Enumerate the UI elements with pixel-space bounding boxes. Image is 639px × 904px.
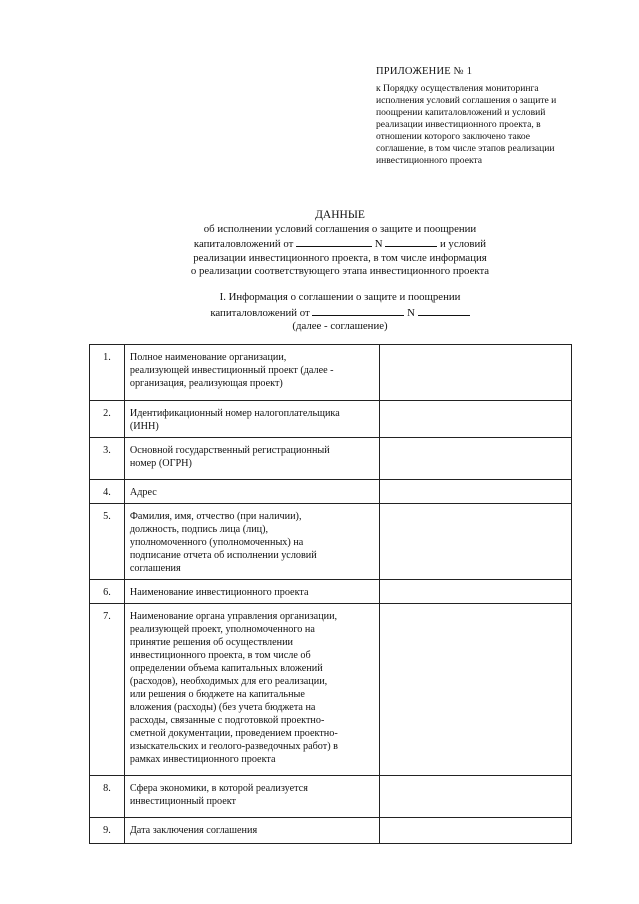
table-row bbox=[90, 438, 572, 480]
description-line: инвестиционный проект bbox=[129, 796, 237, 807]
appendix-line: соглашение, в том числе этапов реализации bbox=[376, 143, 555, 154]
appendix-text bbox=[376, 83, 591, 167]
row-description bbox=[124, 504, 379, 580]
description-line: Наименование инвестиционного проекта bbox=[129, 587, 309, 598]
appendix-line: реализации инвестиционного проекта, в bbox=[376, 119, 541, 130]
description-line: уполномоченного (уполномоченных) на bbox=[129, 537, 304, 548]
description-line: соглашения bbox=[129, 563, 181, 574]
row-number: 8. bbox=[90, 776, 125, 818]
description-line: реализующей инвестиционный проект (далее - bbox=[129, 365, 334, 376]
section-note: (далее - соглашение) bbox=[292, 320, 388, 332]
section-title: I. Информация о соглашении о защите и поощрении bbox=[219, 291, 461, 303]
description-line: Дата заключения соглашения bbox=[129, 825, 258, 836]
row-number: 4. bbox=[90, 480, 125, 504]
description-line: Основной государственный регистрационный bbox=[129, 445, 330, 456]
number-blank-field bbox=[418, 305, 470, 316]
appendix-header bbox=[376, 66, 591, 167]
row-description bbox=[124, 345, 379, 401]
number-sign: N bbox=[374, 238, 383, 250]
heading-line: о реализации соответствующего этапа инвестиционного проекта bbox=[190, 265, 490, 277]
description-line: или решения о бюджете на капитальные bbox=[129, 689, 305, 700]
appendix-line: поощрении капиталовложений и условий bbox=[376, 107, 546, 118]
heading-text: и условий bbox=[439, 238, 487, 250]
table-row bbox=[90, 401, 572, 438]
description-line: Полное наименование организации, bbox=[129, 352, 287, 363]
date-blank-field bbox=[296, 236, 372, 247]
section-text: капиталовложений от bbox=[210, 306, 310, 319]
row-description bbox=[124, 480, 379, 504]
table-row bbox=[90, 480, 572, 504]
row-description bbox=[124, 401, 379, 438]
table-row bbox=[90, 345, 572, 401]
appendix-title: ПРИЛОЖЕНИЕ № 1 bbox=[376, 66, 473, 77]
row-value-field[interactable] bbox=[380, 401, 572, 438]
description-line: рамках инвестиционного проекта bbox=[129, 754, 276, 765]
row-number: 5. bbox=[90, 504, 125, 580]
section-heading bbox=[180, 291, 500, 334]
description-line: Сфера экономики, в которой реализуется bbox=[129, 783, 308, 794]
description-line: (расходов), необходимых для его реализации, bbox=[129, 676, 328, 687]
row-description bbox=[124, 604, 379, 776]
description-line: номер (ОГРН) bbox=[129, 458, 192, 469]
number-blank-field bbox=[385, 236, 437, 247]
description-line: Наименование органа управления организации, bbox=[129, 611, 338, 622]
number-sign: N bbox=[407, 306, 415, 319]
description-line: подписание отчета об исполнении условий bbox=[129, 550, 317, 561]
heading-line: реализации инвестиционного проекта, в том числе информация bbox=[193, 251, 487, 264]
description-line: (ИНН) bbox=[129, 421, 159, 432]
date-blank-field bbox=[312, 305, 404, 316]
agreement-info-table bbox=[89, 344, 572, 844]
table-row bbox=[90, 818, 572, 844]
table-body bbox=[90, 345, 572, 844]
description-line: определении объема капитальных вложений bbox=[129, 663, 323, 674]
description-line: инвестиционного проекта, в том числе об bbox=[129, 650, 311, 661]
table-row bbox=[90, 604, 572, 776]
description-line: расходы, связанные с подготовкой проектно- bbox=[129, 715, 325, 726]
row-number: 2. bbox=[90, 401, 125, 438]
row-number: 3. bbox=[90, 438, 125, 480]
table-row bbox=[90, 580, 572, 604]
description-line: реализующей проект, уполномоченного на bbox=[129, 624, 315, 635]
description-line: изыскательских и геолого-разведочных работ) в bbox=[129, 741, 338, 752]
row-description bbox=[124, 438, 379, 480]
description-line: Фамилия, имя, отчество (при наличии), bbox=[129, 511, 302, 522]
row-description bbox=[124, 818, 379, 844]
description-line: Идентификационный номер налогоплательщика bbox=[129, 408, 340, 419]
row-value-field[interactable] bbox=[380, 438, 572, 480]
appendix-line: отношении которого заключено такое bbox=[376, 131, 531, 142]
row-number: 1. bbox=[90, 345, 125, 401]
row-number: 9. bbox=[90, 818, 125, 844]
appendix-line: к Порядку осуществления мониторинга bbox=[376, 83, 539, 94]
row-value-field[interactable] bbox=[380, 818, 572, 844]
appendix-line: инвестиционного проекта bbox=[376, 155, 483, 166]
appendix-line: исполнения условий соглашения о защите и bbox=[376, 95, 557, 106]
description-line: Адрес bbox=[129, 487, 157, 498]
heading-line-with-blanks bbox=[150, 236, 530, 252]
row-description bbox=[124, 580, 379, 604]
row-value-field[interactable] bbox=[380, 580, 572, 604]
row-value-field[interactable] bbox=[380, 776, 572, 818]
document-title: ДАННЫЕ bbox=[315, 209, 365, 221]
heading-text: капиталовложений от bbox=[193, 238, 294, 250]
row-value-field[interactable] bbox=[380, 504, 572, 580]
description-line: организация, реализующая проект) bbox=[129, 378, 283, 389]
section-line-with-blanks bbox=[180, 305, 500, 321]
document-heading bbox=[150, 209, 530, 279]
description-line: принятие решения об осуществлении bbox=[129, 637, 293, 648]
row-number: 7. bbox=[90, 604, 125, 776]
description-line: вложения (расходы) (без учета бюджета на bbox=[129, 702, 316, 713]
row-description bbox=[124, 776, 379, 818]
heading-line: об исполнении условий соглашения о защите и поощрении bbox=[203, 222, 477, 235]
row-value-field[interactable] bbox=[380, 480, 572, 504]
description-line: должность, подпись лица (лиц), bbox=[129, 524, 269, 535]
description-line: сметной документации, проведением проектно- bbox=[129, 728, 338, 739]
table-row bbox=[90, 504, 572, 580]
row-value-field[interactable] bbox=[380, 604, 572, 776]
row-value-field[interactable] bbox=[380, 345, 572, 401]
table-row bbox=[90, 776, 572, 818]
row-number: 6. bbox=[90, 580, 125, 604]
